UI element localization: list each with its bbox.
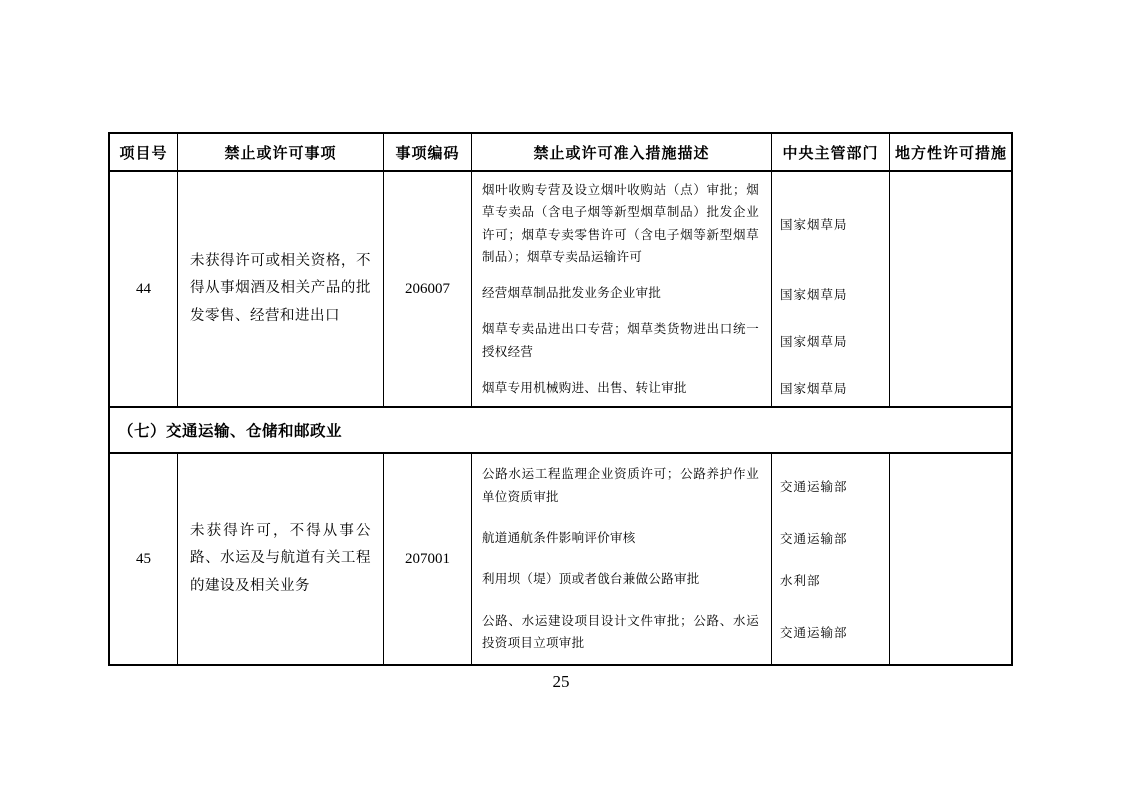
- item-number: 44: [136, 280, 151, 297]
- header-item-number: 项目号: [119, 145, 168, 162]
- measure-description: 烟叶收购专营及设立烟叶收购站（点）审批；烟草专卖品（含电子烟等新型烟草制品）批发企业许可；烟草专卖零售许可（含电子烟等新型烟草制品）；烟草专卖品运输许可: [482, 182, 759, 265]
- measures-cell: [471, 454, 889, 664]
- measure-entry: [472, 454, 889, 518]
- header-measure-description: 禁止或许可准入措施描述: [471, 134, 771, 170]
- measure-entry: [472, 172, 889, 276]
- measure-description: 航道通航条件影响评价审核: [482, 531, 636, 546]
- measure-entry: [472, 559, 889, 600]
- measure-description: 烟草专用机械购进、出售、转让审批: [482, 380, 687, 395]
- measure-description: 公路水运工程监理企业资质许可；公路养护作业单位资质审批: [482, 467, 759, 504]
- measure-entry: [472, 370, 889, 406]
- table-row-44: [110, 172, 1011, 406]
- central-department: 国家烟草局: [771, 370, 889, 406]
- section-title-row: [110, 406, 1011, 454]
- header-prohibited-matter: 禁止或许可事项: [177, 134, 383, 170]
- measures-cell: [471, 172, 889, 406]
- measure-entry: [472, 518, 889, 559]
- table-header-row: [110, 134, 1011, 172]
- central-department: 交通运输部: [771, 600, 889, 664]
- item-code: 207001: [383, 454, 471, 664]
- central-department: 国家烟草局: [771, 276, 889, 312]
- central-department: 国家烟草局: [771, 312, 889, 371]
- local-measure-cell: [889, 172, 1012, 406]
- section-title: （七）交通运输、仓储和邮政业: [118, 423, 343, 440]
- central-department: 国家烟草局: [771, 172, 889, 276]
- measure-description: 烟草专卖品进出口专营；烟草类货物进出口统一授权经营: [482, 322, 759, 359]
- page-number: 25: [552, 672, 570, 691]
- prohibited-matter-text: 未获得许可或相关资格，不得从事烟酒及相关产品的批发零售、经营和进出口: [177, 172, 383, 406]
- measure-description: 公路、水运建设项目设计文件审批；公路、水运投资项目立项审批: [482, 613, 759, 651]
- central-department: 水利部: [771, 559, 889, 600]
- header-central-department: 中央主管部门: [771, 134, 889, 170]
- measure-description: 经营烟草制品批发业务企业审批: [482, 286, 662, 301]
- access-measures-table: [108, 132, 1013, 666]
- measure-entry: [472, 312, 889, 371]
- item-number: 45: [136, 550, 151, 567]
- header-item-code: 事项编码: [383, 134, 471, 170]
- item-code: 206007: [383, 172, 471, 406]
- header-local-measures: 地方性许可措施: [889, 134, 1012, 170]
- measure-entry: [472, 276, 889, 312]
- measure-entry: [472, 600, 889, 664]
- central-department: 交通运输部: [771, 454, 889, 518]
- table-row-45: [110, 454, 1011, 664]
- central-department: 交通运输部: [771, 518, 889, 559]
- local-measure-cell: [889, 454, 1012, 664]
- measure-description: 利用坝（堤）顶或者戗台兼做公路审批: [482, 572, 700, 587]
- prohibited-matter-text: 未获得许可，不得从事公路、水运及与航道有关工程的建设及相关业务: [177, 454, 383, 664]
